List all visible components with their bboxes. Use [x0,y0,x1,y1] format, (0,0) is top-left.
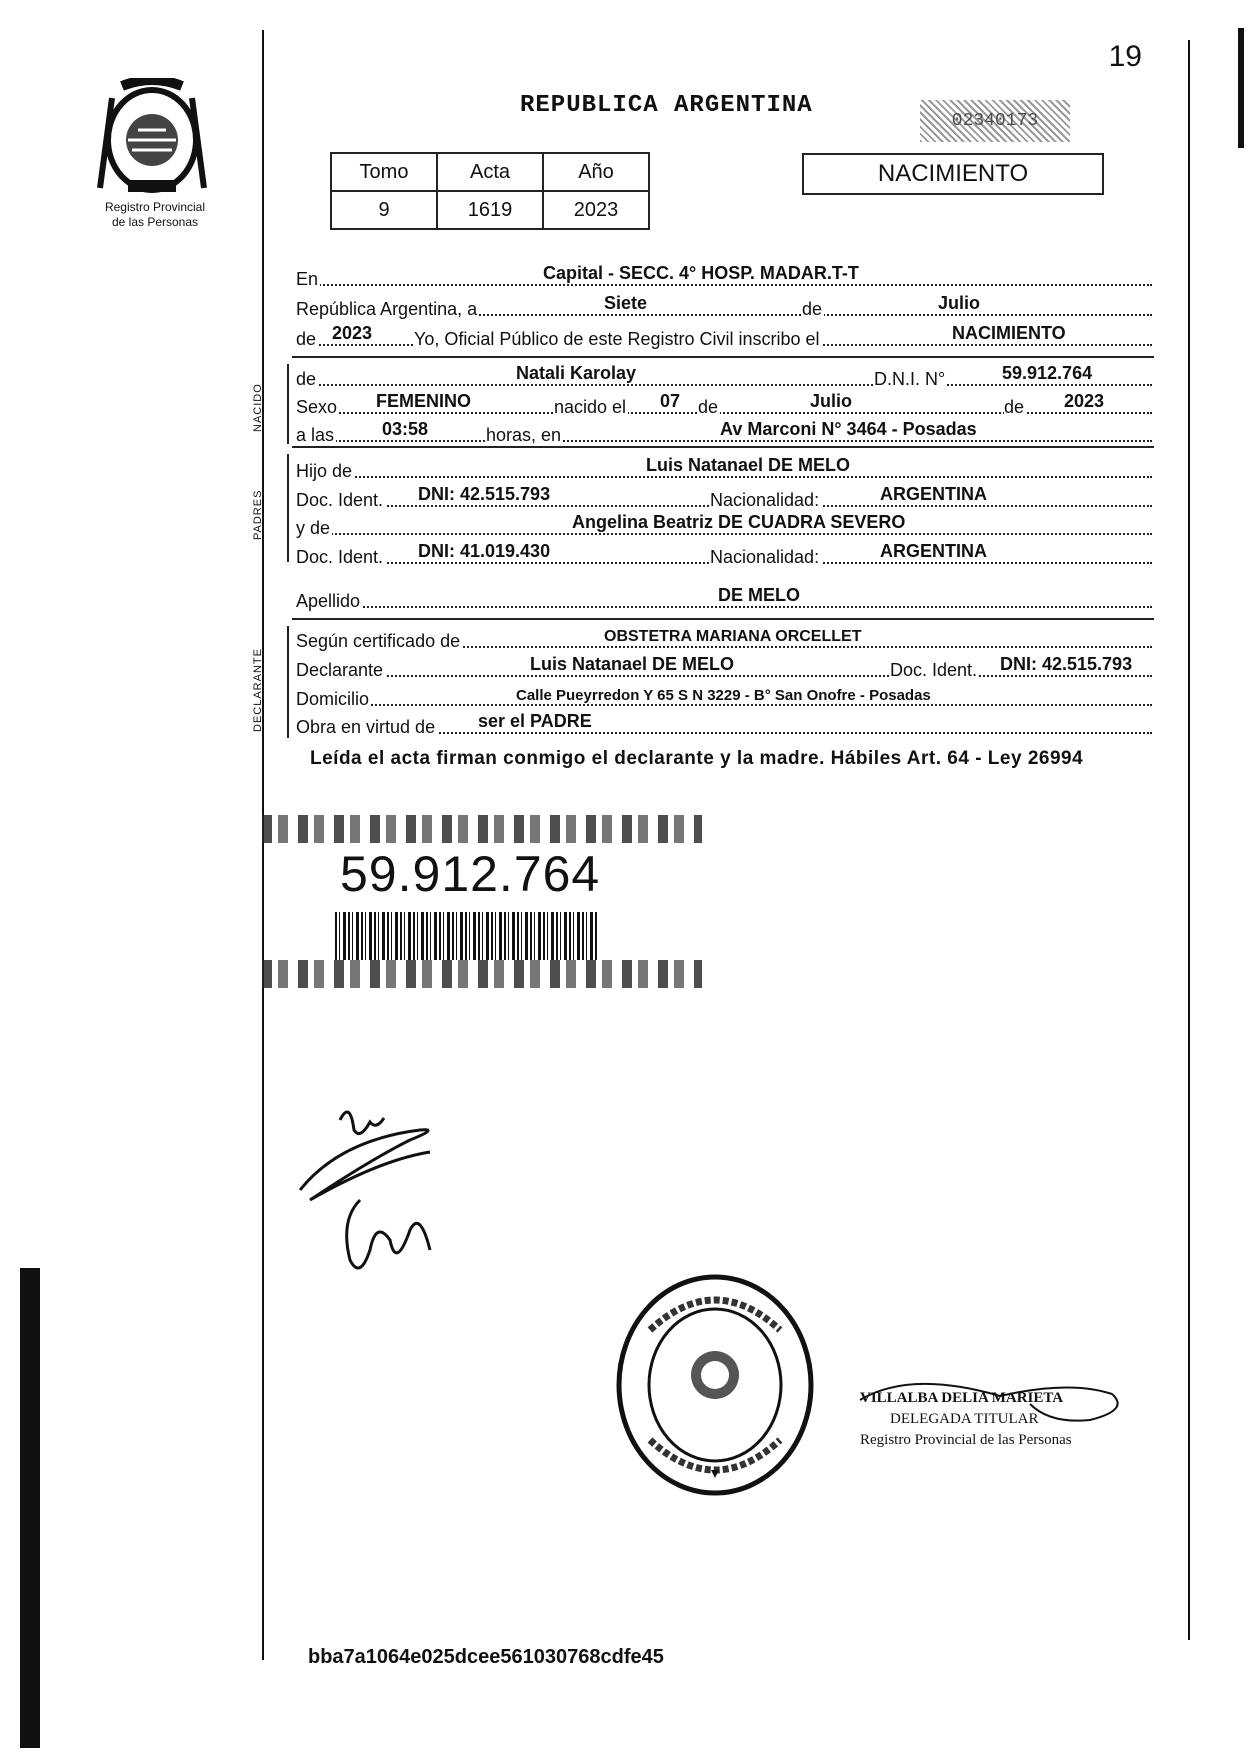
registry-caption [80,200,230,230]
cert-value: OBSTETRA MARIANA ORCELLET [604,628,862,645]
horas-label: horas, en [486,425,562,445]
security-strip-bottom [262,960,702,988]
dni-label: D.N.I. N° [874,369,946,389]
nacido-de-label: de [296,369,317,389]
closing-statement: Leída el acta firman conmigo el declarante y la madre. Hábiles Art. 64 - Ley 26994 [310,748,1084,769]
registry-caption-line-1: Registro Provincial [104,200,206,214]
mother-doc-label: Doc. Ident. [296,547,384,567]
date-day: Siete [604,293,648,313]
delegate-signature [850,1360,1130,1440]
security-strip-top [262,815,702,843]
nacido-section-label: NACIDO [252,383,264,432]
domicilio-value: Calle Pueyrredon Y 65 S N 3229 - B° San Onofre - Posadas [516,687,931,704]
page-number: 19 [1108,40,1142,73]
row-hora [296,418,1152,448]
date-month: Julio [938,293,981,313]
left-edge-mark [20,1268,40,1748]
row-republica [296,292,1152,322]
document-title: REPUBLICA ARGENTINA [520,92,813,119]
separator-3 [292,618,1154,620]
row-sexo [296,390,1152,420]
birth-year: 2023 [1064,391,1105,411]
row-obra [296,710,1152,740]
republica-label: República Argentina, a [296,299,478,319]
y-de-label: y de [296,518,331,538]
row-certificado [296,624,1152,654]
sexo-label: Sexo [296,397,338,417]
domicilio-label: Domicilio [296,689,370,709]
separator-2 [292,446,1154,448]
serial-stamp: 02340173 [920,100,1070,142]
declarante-name: Luis Natanael DE MELO [530,654,735,674]
mother-name: Angelina Beatriz DE CUADRA SEVERO [572,512,906,532]
hijo-de-label: Hijo de [296,461,353,481]
cert-label: Según certificado de [296,631,461,651]
obra-label: Obra en virtud de [296,717,436,737]
row-hijo-de [296,454,1152,484]
birth-month: Julio [810,391,853,411]
father-name: Luis Natanael DE MELO [646,455,851,475]
province-coat-of-arms-logo [92,78,212,198]
nacido-bracket [287,364,289,444]
right-margin-rule [1188,40,1190,1640]
birth-day: 07 [660,391,681,411]
en-label: En [296,269,319,289]
nacido-el-label: nacido el [554,397,627,417]
barcode [335,912,597,960]
declarante-label: Declarante [296,660,384,680]
declarante-section-label: DECLARANTE [252,648,264,732]
apellido-value: DE MELO [718,585,801,605]
declarante-doc: DNI: 42.515.793 [1000,654,1133,674]
de2-label: de [296,329,317,349]
father-nationality: ARGENTINA [880,484,987,504]
registry-caption-line-2: de las Personas [111,215,199,229]
table-header-acta: Acta [437,153,543,191]
row-domicilio [296,682,1152,712]
father-doc-label: Doc. Ident. [296,490,384,510]
id-number-large: 59.912.764 [340,846,601,902]
apellido-label: Apellido [296,591,361,611]
de-label: de [802,299,823,319]
birth-place: Av Marconi N° 3464 - Posadas [720,419,977,439]
row-apellido [296,584,1152,614]
sexo-value: FEMENINO [376,391,472,411]
record-type-box: NACIMIENTO [802,153,1104,195]
right-edge-mark [1238,28,1244,148]
delegate-name: VILLALBA DELIA MARIETA [860,1390,1064,1406]
father-doc: DNI: 42.515.793 [418,484,551,504]
mother-doc: DNI: 41.019.430 [418,541,551,561]
en-value: Capital - SECC. 4° HOSP. MADAR.T-T [543,263,859,283]
birth-de-label-2: de [1004,397,1025,417]
a-las-label: a las [296,425,335,445]
separator-1 [292,356,1154,358]
child-dni: 59.912.764 [1002,363,1093,383]
birth-de-label: de [698,397,719,417]
child-name: Natali Karolay [516,363,637,383]
obra-value: ser el PADRE [478,711,592,731]
row-nacido-name [296,362,1152,392]
oficial-text: Yo, Oficial Público de este Registro Civil inscribo el [414,329,820,349]
declarante-doc-label: Doc. Ident. [890,660,978,680]
date-year: 2023 [332,323,373,343]
declarante-bracket [287,626,289,738]
delegate-title: DELEGADA TITULAR [890,1411,1039,1427]
table-header-tomo: Tomo [331,153,437,191]
delegate-org: Registro Provincial de las Personas [860,1432,1072,1448]
table-value-acta: 1619 [437,191,543,229]
mother-nat-label: Nacionalidad: [710,547,820,567]
mother-nationality: ARGENTINA [880,541,987,561]
padres-section-label: PADRES [252,489,264,540]
register-table [330,152,650,230]
row-oficial [296,322,1152,352]
row-mother-doc [296,540,1152,570]
birth-time: 03:58 [382,419,429,439]
padres-bracket [287,454,289,562]
table-value-tomo: 9 [331,191,437,229]
row-declarante [296,653,1152,683]
event-value: NACIMIENTO [952,323,1066,343]
row-y-de [296,511,1152,541]
row-en [296,262,1152,292]
declarant-signature [280,1100,460,1300]
document-hash: bba7a1064e025dcee561030768cdfe45 [308,1646,664,1668]
table-value-ano: 2023 [543,191,649,229]
official-seal [610,1270,820,1500]
row-father-doc [296,483,1152,513]
father-nat-label: Nacionalidad: [710,490,820,510]
table-header-ano: Año [543,153,649,191]
left-margin-rule [262,30,264,1660]
